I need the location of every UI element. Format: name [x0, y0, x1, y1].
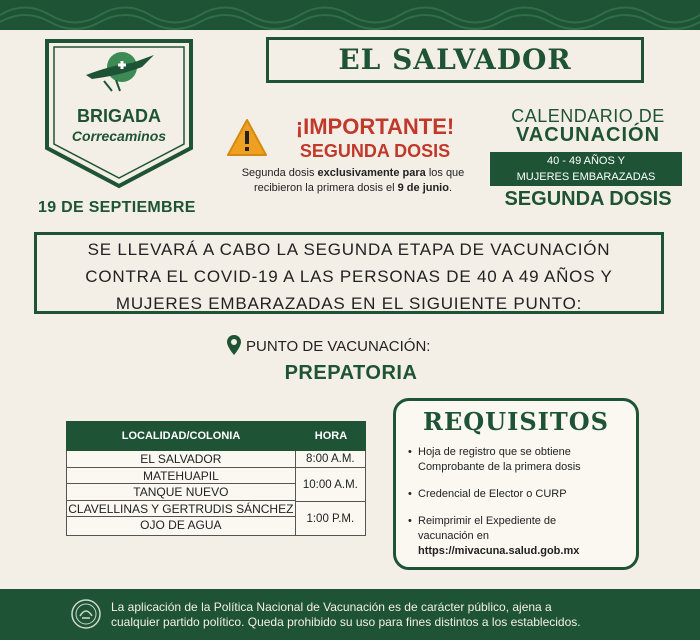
- time-column: [296, 451, 365, 535]
- table-row: OJO DE AGUA: [140, 518, 222, 533]
- calendar-line3: SEGUNDA DOSIS: [504, 188, 672, 210]
- note-emphasis: exclusivamente para: [317, 167, 426, 179]
- note-text: Segunda dosis: [241, 167, 318, 179]
- table-row: MATEHUAPIL: [67, 468, 295, 485]
- note-text: recibieron la primera dosis el: [253, 182, 398, 194]
- table-row: TANQUE NUEVO: [67, 484, 295, 501]
- calendar-line2: VACUNACIÓN: [515, 124, 661, 146]
- table-row: EL SALVADOR: [67, 451, 295, 468]
- time-cell: 10:00 A.M.: [296, 468, 365, 502]
- bullet-icon: •: [408, 446, 412, 458]
- schedule-table: [66, 421, 366, 536]
- requisitos-box: [393, 398, 639, 570]
- time-cell: 8:00 A.M.: [296, 451, 365, 468]
- announcement-box: [34, 232, 664, 314]
- punto-label: PUNTO DE VACUNACIÓN:: [246, 337, 431, 355]
- requisito-text: Comprobante de la primera dosis: [418, 461, 581, 473]
- schedule-header: [66, 421, 366, 451]
- header-locality: LOCALIDAD/COLONIA: [121, 430, 241, 442]
- header-time: HORA: [314, 430, 348, 442]
- event-date: 19 DE SEPTIEMBRE: [38, 199, 196, 216]
- important-heading: ¡IMPORTANTE!: [295, 114, 455, 139]
- punto-place: PREPATORIA: [284, 362, 418, 384]
- requisito-text: Credencial de Elector o CURP: [418, 488, 567, 500]
- note-text: los que: [425, 167, 465, 179]
- calendar-audience-box: [490, 152, 682, 186]
- requisito-text: Reimprimir el Expediente de: [418, 515, 557, 527]
- note-date: 9 de junio: [397, 182, 449, 194]
- announcement-line3: MUJERES EMBARAZADAS EN EL SIGUIENTE PUNTO:: [115, 294, 583, 313]
- list-item: [408, 514, 630, 559]
- punto-label-row: [226, 334, 486, 360]
- location-pin-icon: [226, 334, 242, 360]
- list-item: [408, 445, 630, 475]
- page-title: EL SALVADOR: [338, 43, 572, 76]
- announcement-line1: SE LLEVARÁ A CABO LA SEGUNDA ETAPA DE VACUNACIÓN: [87, 240, 611, 259]
- bullet-icon: •: [408, 488, 412, 500]
- top-decorative-band: [0, 0, 700, 30]
- announcement-line2: CONTRA EL COVID-19 A LAS PERSONAS DE 40 A 49 AÑOS Y: [85, 267, 613, 286]
- calendar-audience-line2: MUJERES EMBARAZADAS: [516, 171, 656, 183]
- requisito-text: Hoja de registro que se obtiene: [418, 446, 571, 458]
- vacuna-link[interactable]: https://mivacuna.salud.gob.mx: [418, 545, 580, 557]
- calendar-line1: CALENDARIO DE: [511, 106, 665, 126]
- roadrunner-logo-icon: [82, 45, 158, 93]
- calendar-audience-line1: 40 - 49 AÑOS Y: [546, 155, 626, 167]
- important-subheading: SEGUNDA DOSIS: [299, 141, 451, 161]
- table-row: CLAVELLINAS Y GERTRUDIS SÁNCHEZ: [68, 501, 294, 516]
- time-cell: 1:00 P.M.: [306, 512, 355, 525]
- footer-line2: cualquier partido político. Queda prohibido su uso para fines distintos a los establecidos.: [111, 615, 581, 629]
- national-seal-icon: [70, 598, 102, 630]
- requisito-text: vacunación en: [418, 530, 489, 542]
- schedule-body: [66, 451, 366, 536]
- important-note: [228, 166, 478, 196]
- footer-line1: La aplicación de la Política Nacional de Vacunación es de carácter público, ajena a: [111, 600, 552, 614]
- note-text: .: [448, 182, 453, 194]
- locality-column: [67, 451, 296, 535]
- footer-disclaimer: [111, 600, 671, 630]
- list-item: [408, 487, 630, 502]
- badge-title: BRIGADA: [77, 106, 161, 126]
- warning-icon: [226, 118, 268, 158]
- title-box: [266, 37, 644, 83]
- badge-subtitle: Correcaminos: [71, 128, 167, 144]
- bullet-icon: •: [408, 515, 412, 527]
- requisitos-title: REQUISITOS: [423, 407, 609, 436]
